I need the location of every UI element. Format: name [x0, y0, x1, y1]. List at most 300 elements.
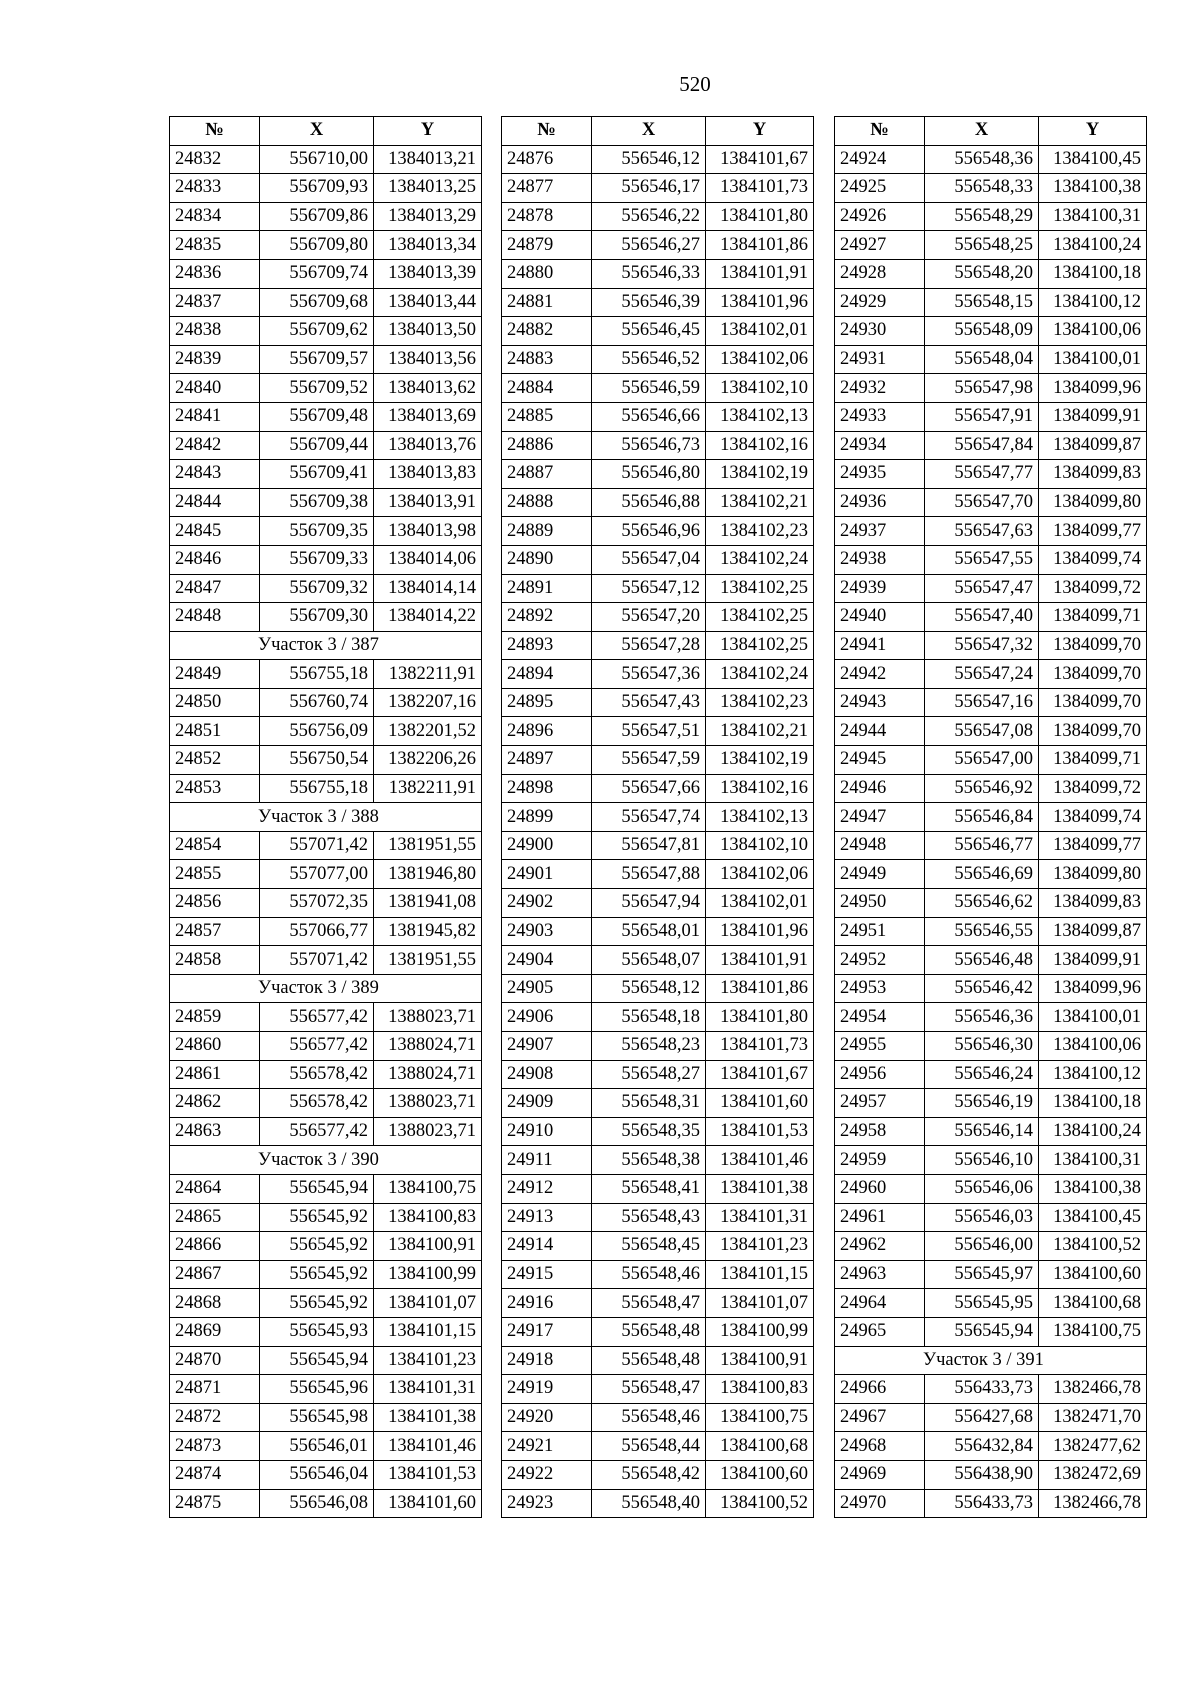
- table-row: [502, 831, 814, 860]
- point-number-cell: 24864: [170, 1174, 260, 1203]
- table-row: [170, 174, 482, 203]
- y-coordinate-cell: 1384102,06: [706, 860, 814, 889]
- x-coordinate-cell: 556709,33: [260, 545, 374, 574]
- x-coordinate-cell: 556546,77: [925, 831, 1039, 860]
- y-coordinate-cell: 1384013,25: [374, 174, 482, 203]
- y-coordinate-cell: 1384101,23: [374, 1346, 482, 1375]
- y-coordinate-cell: 1384013,34: [374, 231, 482, 260]
- x-coordinate-cell: 556548,45: [592, 1232, 706, 1261]
- y-coordinate-cell: 1384014,14: [374, 574, 482, 603]
- point-number-cell: 24913: [502, 1203, 592, 1232]
- table-row: [170, 1460, 482, 1489]
- table-row: [170, 603, 482, 632]
- table-row: [835, 1032, 1147, 1061]
- table-row: [502, 517, 814, 546]
- x-coordinate-cell: 556548,33: [925, 174, 1039, 203]
- x-coordinate-cell: 556545,97: [925, 1260, 1039, 1289]
- y-coordinate-cell: 1384101,86: [706, 231, 814, 260]
- y-coordinate-cell: 1384100,31: [1039, 1146, 1147, 1175]
- point-number-cell: 24957: [835, 1089, 925, 1118]
- table-row: [835, 1174, 1147, 1203]
- y-coordinate-cell: 1382211,91: [374, 774, 482, 803]
- y-coordinate-cell: 1384100,45: [1039, 1203, 1147, 1232]
- table-row: [502, 1174, 814, 1203]
- y-coordinate-cell: 1384099,74: [1039, 803, 1147, 832]
- y-coordinate-cell: 1382466,78: [1039, 1375, 1147, 1404]
- x-coordinate-cell: 556709,48: [260, 402, 374, 431]
- y-coordinate-cell: 1384101,67: [706, 1060, 814, 1089]
- y-coordinate-cell: 1384102,19: [706, 460, 814, 489]
- y-coordinate-cell: 1384100,91: [706, 1346, 814, 1375]
- y-coordinate-cell: 1384101,07: [706, 1289, 814, 1318]
- x-coordinate-cell: 556547,20: [592, 603, 706, 632]
- point-number-cell: 24926: [835, 202, 925, 231]
- y-coordinate-cell: 1384013,62: [374, 374, 482, 403]
- header-y: Y: [374, 117, 482, 146]
- point-number-cell: 24902: [502, 889, 592, 918]
- x-coordinate-cell: 556548,18: [592, 1003, 706, 1032]
- point-number-cell: 24841: [170, 402, 260, 431]
- point-number-cell: 24922: [502, 1460, 592, 1489]
- table-row: [835, 1403, 1147, 1432]
- x-coordinate-cell: 556546,80: [592, 460, 706, 489]
- point-number-cell: 24868: [170, 1289, 260, 1318]
- point-number-cell: 24963: [835, 1260, 925, 1289]
- x-coordinate-cell: 556548,42: [592, 1460, 706, 1489]
- table-row: [502, 145, 814, 174]
- y-coordinate-cell: 1384101,23: [706, 1232, 814, 1261]
- y-coordinate-cell: 1384100,75: [1039, 1317, 1147, 1346]
- x-coordinate-cell: 556546,33: [592, 259, 706, 288]
- table-row: [170, 860, 482, 889]
- x-coordinate-cell: 556547,66: [592, 774, 706, 803]
- table-row: [170, 202, 482, 231]
- x-coordinate-cell: 556545,98: [260, 1403, 374, 1432]
- point-number-cell: 24924: [835, 145, 925, 174]
- y-coordinate-cell: 1384100,12: [1039, 288, 1147, 317]
- section-row: [835, 1346, 1147, 1375]
- table-row: [835, 374, 1147, 403]
- point-number-cell: 24959: [835, 1146, 925, 1175]
- y-coordinate-cell: 1384101,80: [706, 1003, 814, 1032]
- y-coordinate-cell: 1382206,26: [374, 746, 482, 775]
- x-coordinate-cell: 556547,04: [592, 545, 706, 574]
- x-coordinate-cell: 556709,30: [260, 603, 374, 632]
- y-coordinate-cell: 1384100,99: [374, 1260, 482, 1289]
- point-number-cell: 24832: [170, 145, 260, 174]
- point-number-cell: 24876: [502, 145, 592, 174]
- point-number-cell: 24956: [835, 1060, 925, 1089]
- y-coordinate-cell: 1384100,31: [1039, 202, 1147, 231]
- x-coordinate-cell: 556545,96: [260, 1375, 374, 1404]
- y-coordinate-cell: 1384102,13: [706, 803, 814, 832]
- point-number-cell: 24950: [835, 889, 925, 918]
- point-number-cell: 24932: [835, 374, 925, 403]
- table-row: [502, 860, 814, 889]
- x-coordinate-cell: 556545,93: [260, 1317, 374, 1346]
- point-number-cell: 24847: [170, 574, 260, 603]
- point-number-cell: 24838: [170, 317, 260, 346]
- table-row: [835, 402, 1147, 431]
- x-coordinate-cell: 556709,93: [260, 174, 374, 203]
- x-coordinate-cell: 556709,74: [260, 259, 374, 288]
- point-number-cell: 24954: [835, 1003, 925, 1032]
- table-row: [502, 202, 814, 231]
- y-coordinate-cell: 1384100,68: [1039, 1289, 1147, 1318]
- y-coordinate-cell: 1388024,71: [374, 1060, 482, 1089]
- table-row: [502, 631, 814, 660]
- y-coordinate-cell: 1384101,60: [374, 1489, 482, 1518]
- table-row: [502, 288, 814, 317]
- y-coordinate-cell: 1388023,71: [374, 1089, 482, 1118]
- x-coordinate-cell: 556710,00: [260, 145, 374, 174]
- y-coordinate-cell: 1384100,75: [374, 1174, 482, 1203]
- table-row: [502, 688, 814, 717]
- y-coordinate-cell: 1384100,12: [1039, 1060, 1147, 1089]
- table-row: [170, 1346, 482, 1375]
- y-coordinate-cell: 1384100,24: [1039, 231, 1147, 260]
- point-number-cell: 24904: [502, 946, 592, 975]
- table-row: [835, 202, 1147, 231]
- point-number-cell: 24936: [835, 488, 925, 517]
- point-number-cell: 24866: [170, 1232, 260, 1261]
- y-coordinate-cell: 1384101,15: [706, 1260, 814, 1289]
- table-row: [170, 402, 482, 431]
- y-coordinate-cell: 1384102,23: [706, 517, 814, 546]
- point-number-cell: 24966: [835, 1375, 925, 1404]
- table-row: [170, 1403, 482, 1432]
- y-coordinate-cell: 1384102,24: [706, 545, 814, 574]
- y-coordinate-cell: 1384102,16: [706, 774, 814, 803]
- point-number-cell: 24837: [170, 288, 260, 317]
- point-number-cell: 24833: [170, 174, 260, 203]
- table-row: [835, 545, 1147, 574]
- table-row: [502, 1460, 814, 1489]
- table-row: [170, 746, 482, 775]
- x-coordinate-cell: 556547,77: [925, 460, 1039, 489]
- table-row: [502, 1289, 814, 1318]
- table-row: [502, 488, 814, 517]
- table-row: [502, 374, 814, 403]
- point-number-cell: 24851: [170, 717, 260, 746]
- point-number-cell: 24836: [170, 259, 260, 288]
- table-row: [170, 345, 482, 374]
- point-number-cell: 24930: [835, 317, 925, 346]
- point-number-cell: 24910: [502, 1117, 592, 1146]
- table-row: [170, 889, 482, 918]
- table-row: [502, 545, 814, 574]
- point-number-cell: 24844: [170, 488, 260, 517]
- table-row: [502, 974, 814, 1003]
- y-coordinate-cell: 1384100,52: [1039, 1232, 1147, 1261]
- point-number-cell: 24927: [835, 231, 925, 260]
- x-coordinate-cell: 556548,25: [925, 231, 1039, 260]
- point-number-cell: 24929: [835, 288, 925, 317]
- x-coordinate-cell: 556548,48: [592, 1346, 706, 1375]
- x-coordinate-cell: 556760,74: [260, 688, 374, 717]
- point-number-cell: 24942: [835, 660, 925, 689]
- x-coordinate-cell: 556548,41: [592, 1174, 706, 1203]
- y-coordinate-cell: 1384101,80: [706, 202, 814, 231]
- x-coordinate-cell: 556547,63: [925, 517, 1039, 546]
- point-number-cell: 24878: [502, 202, 592, 231]
- x-coordinate-cell: 556433,73: [925, 1375, 1039, 1404]
- table-header-row: [502, 117, 814, 146]
- x-coordinate-cell: 556547,55: [925, 545, 1039, 574]
- x-coordinate-cell: 556432,84: [925, 1432, 1039, 1461]
- x-coordinate-cell: 556548,12: [592, 974, 706, 1003]
- table-row: [502, 803, 814, 832]
- y-coordinate-cell: 1384101,46: [374, 1432, 482, 1461]
- y-coordinate-cell: 1384013,50: [374, 317, 482, 346]
- point-number-cell: 24888: [502, 488, 592, 517]
- point-number-cell: 24970: [835, 1489, 925, 1518]
- y-coordinate-cell: 1384101,91: [706, 946, 814, 975]
- table-row: [170, 1089, 482, 1118]
- section-row: [170, 1146, 482, 1175]
- point-number-cell: 24849: [170, 660, 260, 689]
- point-number-cell: 24893: [502, 631, 592, 660]
- y-coordinate-cell: 1384099,71: [1039, 746, 1147, 775]
- point-number-cell: 24879: [502, 231, 592, 260]
- x-coordinate-cell: 556578,42: [260, 1089, 374, 1118]
- x-coordinate-cell: 556547,43: [592, 688, 706, 717]
- point-number-cell: 24935: [835, 460, 925, 489]
- x-coordinate-cell: 556548,31: [592, 1089, 706, 1118]
- x-coordinate-cell: 556546,19: [925, 1089, 1039, 1118]
- header-number: №: [502, 117, 592, 146]
- point-number-cell: 24862: [170, 1089, 260, 1118]
- y-coordinate-cell: 1384102,24: [706, 660, 814, 689]
- y-coordinate-cell: 1384099,83: [1039, 889, 1147, 918]
- y-coordinate-cell: 1384100,06: [1039, 1032, 1147, 1061]
- point-number-cell: 24934: [835, 431, 925, 460]
- x-coordinate-cell: 556547,98: [925, 374, 1039, 403]
- point-number-cell: 24853: [170, 774, 260, 803]
- y-coordinate-cell: 1384099,70: [1039, 717, 1147, 746]
- point-number-cell: 24951: [835, 917, 925, 946]
- y-coordinate-cell: 1382201,52: [374, 717, 482, 746]
- table-row: [502, 889, 814, 918]
- y-coordinate-cell: 1384102,13: [706, 402, 814, 431]
- point-number-cell: 24937: [835, 517, 925, 546]
- table-row: [502, 402, 814, 431]
- x-coordinate-cell: 556546,84: [925, 803, 1039, 832]
- y-coordinate-cell: 1384102,06: [706, 345, 814, 374]
- table-row: [170, 1060, 482, 1089]
- y-coordinate-cell: 1384099,83: [1039, 460, 1147, 489]
- x-coordinate-cell: 556547,88: [592, 860, 706, 889]
- point-number-cell: 24908: [502, 1060, 592, 1089]
- x-coordinate-cell: 556547,84: [925, 431, 1039, 460]
- table-header-row: [170, 117, 482, 146]
- point-number-cell: 24854: [170, 831, 260, 860]
- y-coordinate-cell: 1384101,38: [374, 1403, 482, 1432]
- table-row: [170, 231, 482, 260]
- x-coordinate-cell: 556546,59: [592, 374, 706, 403]
- point-number-cell: 24875: [170, 1489, 260, 1518]
- point-number-cell: 24969: [835, 1460, 925, 1489]
- x-coordinate-cell: 556709,44: [260, 431, 374, 460]
- point-number-cell: 24889: [502, 517, 592, 546]
- y-coordinate-cell: 1384013,21: [374, 145, 482, 174]
- table-row: [502, 1375, 814, 1404]
- y-coordinate-cell: 1384101,07: [374, 1289, 482, 1318]
- table-row: [170, 717, 482, 746]
- y-coordinate-cell: 1384013,76: [374, 431, 482, 460]
- y-coordinate-cell: 1384100,01: [1039, 1003, 1147, 1032]
- table-row: [170, 917, 482, 946]
- table-row: [502, 1346, 814, 1375]
- point-number-cell: 24846: [170, 545, 260, 574]
- y-coordinate-cell: 1384102,25: [706, 603, 814, 632]
- point-number-cell: 24964: [835, 1289, 925, 1318]
- y-coordinate-cell: 1384013,56: [374, 345, 482, 374]
- y-coordinate-cell: 1384100,83: [706, 1375, 814, 1404]
- point-number-cell: 24886: [502, 431, 592, 460]
- x-coordinate-cell: 556709,38: [260, 488, 374, 517]
- point-number-cell: 24947: [835, 803, 925, 832]
- table-row: [502, 717, 814, 746]
- point-number-cell: 24871: [170, 1375, 260, 1404]
- y-coordinate-cell: 1384102,10: [706, 374, 814, 403]
- x-coordinate-cell: 556546,24: [925, 1060, 1039, 1089]
- x-coordinate-cell: 556548,47: [592, 1289, 706, 1318]
- x-coordinate-cell: 556755,18: [260, 660, 374, 689]
- table-row: [835, 1089, 1147, 1118]
- point-number-cell: 24883: [502, 345, 592, 374]
- section-label: Участок 3 / 389: [170, 974, 482, 1003]
- point-number-cell: 24940: [835, 603, 925, 632]
- y-coordinate-cell: 1384101,53: [374, 1460, 482, 1489]
- y-coordinate-cell: 1388024,71: [374, 1032, 482, 1061]
- table-row: [502, 774, 814, 803]
- table-row: [835, 345, 1147, 374]
- point-number-cell: 24923: [502, 1489, 592, 1518]
- table-row: [170, 145, 482, 174]
- x-coordinate-cell: 556546,96: [592, 517, 706, 546]
- x-coordinate-cell: 556427,68: [925, 1403, 1039, 1432]
- y-coordinate-cell: 1384099,91: [1039, 402, 1147, 431]
- y-coordinate-cell: 1384100,38: [1039, 174, 1147, 203]
- x-coordinate-cell: 556546,10: [925, 1146, 1039, 1175]
- x-coordinate-cell: 556547,81: [592, 831, 706, 860]
- x-coordinate-cell: 556546,52: [592, 345, 706, 374]
- y-coordinate-cell: 1384101,53: [706, 1117, 814, 1146]
- table-row: [170, 1003, 482, 1032]
- point-number-cell: 24943: [835, 688, 925, 717]
- x-coordinate-cell: 556578,42: [260, 1060, 374, 1089]
- x-coordinate-cell: 556545,95: [925, 1289, 1039, 1318]
- section-row: [170, 803, 482, 832]
- point-number-cell: 24955: [835, 1032, 925, 1061]
- x-coordinate-cell: 556548,36: [925, 145, 1039, 174]
- y-coordinate-cell: 1381941,08: [374, 889, 482, 918]
- table-row: [170, 774, 482, 803]
- table-row: [170, 460, 482, 489]
- point-number-cell: 24965: [835, 1317, 925, 1346]
- header-number: №: [170, 117, 260, 146]
- point-number-cell: 24911: [502, 1146, 592, 1175]
- table-row: [502, 1489, 814, 1518]
- y-coordinate-cell: 1384013,44: [374, 288, 482, 317]
- x-coordinate-cell: 556577,42: [260, 1032, 374, 1061]
- x-coordinate-cell: 556547,91: [925, 402, 1039, 431]
- table-row: [502, 1117, 814, 1146]
- point-number-cell: 24881: [502, 288, 592, 317]
- point-number-cell: 24939: [835, 574, 925, 603]
- y-coordinate-cell: 1384099,91: [1039, 946, 1147, 975]
- point-number-cell: 24863: [170, 1117, 260, 1146]
- x-coordinate-cell: 556548,35: [592, 1117, 706, 1146]
- table-row: [502, 460, 814, 489]
- table-row: [170, 831, 482, 860]
- point-number-cell: 24896: [502, 717, 592, 746]
- y-coordinate-cell: 1384101,31: [706, 1203, 814, 1232]
- x-coordinate-cell: 556546,92: [925, 774, 1039, 803]
- table-row: [502, 1089, 814, 1118]
- table-header-row: [835, 117, 1147, 146]
- point-number-cell: 24968: [835, 1432, 925, 1461]
- y-coordinate-cell: 1384100,68: [706, 1432, 814, 1461]
- header-y: Y: [1039, 117, 1147, 146]
- table-row: [835, 1432, 1147, 1461]
- y-coordinate-cell: 1384013,69: [374, 402, 482, 431]
- point-number-cell: 24948: [835, 831, 925, 860]
- y-coordinate-cell: 1384099,80: [1039, 488, 1147, 517]
- table-row: [835, 1489, 1147, 1518]
- table-row: [835, 174, 1147, 203]
- table-row: [170, 317, 482, 346]
- header-x: X: [592, 117, 706, 146]
- y-coordinate-cell: 1382207,16: [374, 688, 482, 717]
- y-coordinate-cell: 1384101,91: [706, 259, 814, 288]
- y-coordinate-cell: 1384102,16: [706, 431, 814, 460]
- x-coordinate-cell: 556547,74: [592, 803, 706, 832]
- table-row: [835, 631, 1147, 660]
- point-number-cell: 24855: [170, 860, 260, 889]
- point-number-cell: 24967: [835, 1403, 925, 1432]
- y-coordinate-cell: 1384101,73: [706, 1032, 814, 1061]
- table-row: [502, 574, 814, 603]
- y-coordinate-cell: 1381945,82: [374, 917, 482, 946]
- x-coordinate-cell: 556546,01: [260, 1432, 374, 1461]
- table-row: [835, 259, 1147, 288]
- x-coordinate-cell: 556709,68: [260, 288, 374, 317]
- x-coordinate-cell: 556548,01: [592, 917, 706, 946]
- point-number-cell: 24865: [170, 1203, 260, 1232]
- x-coordinate-cell: 556548,40: [592, 1489, 706, 1518]
- y-coordinate-cell: 1384100,18: [1039, 1089, 1147, 1118]
- y-coordinate-cell: 1388023,71: [374, 1003, 482, 1032]
- y-coordinate-cell: 1384099,71: [1039, 603, 1147, 632]
- point-number-cell: 24887: [502, 460, 592, 489]
- point-number-cell: 24885: [502, 402, 592, 431]
- y-coordinate-cell: 1384013,39: [374, 259, 482, 288]
- point-number-cell: 24870: [170, 1346, 260, 1375]
- y-coordinate-cell: 1384100,06: [1039, 317, 1147, 346]
- table-row: [502, 1060, 814, 1089]
- point-number-cell: 24946: [835, 774, 925, 803]
- x-coordinate-cell: 556546,39: [592, 288, 706, 317]
- point-number-cell: 24858: [170, 946, 260, 975]
- header-y: Y: [706, 117, 814, 146]
- x-coordinate-cell: 556548,48: [592, 1317, 706, 1346]
- point-number-cell: 24920: [502, 1403, 592, 1432]
- point-number-cell: 24938: [835, 545, 925, 574]
- point-number-cell: 24877: [502, 174, 592, 203]
- table-row: [835, 831, 1147, 860]
